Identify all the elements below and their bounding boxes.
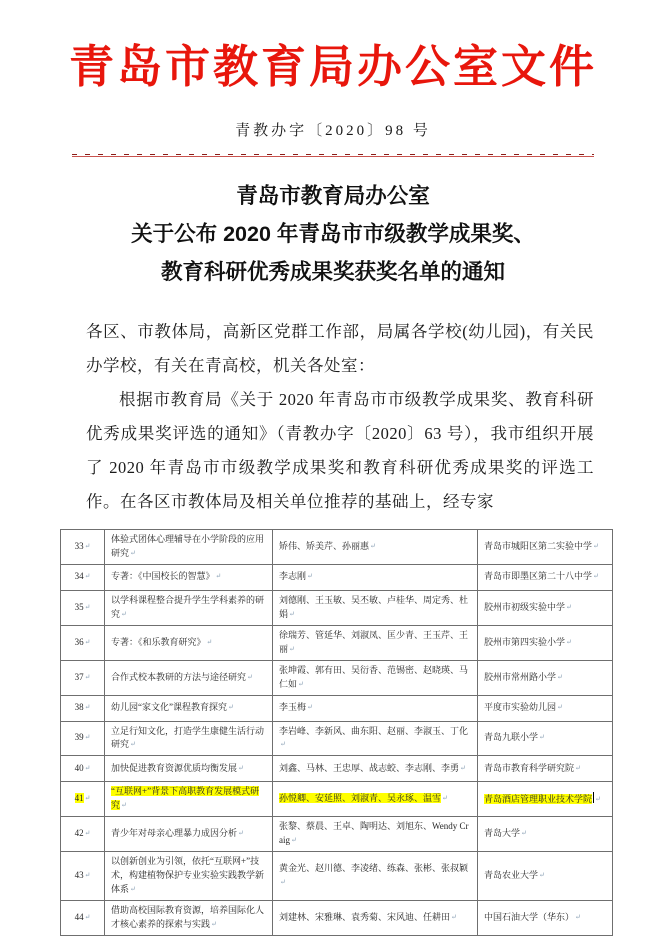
paragraph-mark-icon: ↵ (247, 672, 253, 681)
cell-text: 青岛酒店管理职业技术学院 (484, 793, 593, 804)
cell-text: 43 (74, 870, 84, 881)
cell-text: 胶州市常州路小学 (484, 671, 557, 682)
cell-text: 张坤霞、郭有田、吴衍香、范锡密、赵晓瑛、马仁如 (279, 664, 469, 689)
achievement-title-cell[interactable] (105, 782, 273, 817)
paragraph-mark-icon: ↵ (215, 572, 222, 581)
cell-text: 青少年对母亲心理暴力成因分析 (111, 828, 238, 839)
cell-text: 平度市实验幼儿园 (484, 702, 557, 713)
paragraph-mark-icon: ↵ (84, 871, 91, 880)
cell-text: 35 (74, 601, 84, 612)
achievement-title-cell[interactable] (105, 817, 273, 852)
intro-paragraph[interactable]: 根据市教育局《关于 2020 年青岛市市级教学成果奖、教育科研优秀成果奖评选的通知》（青教办字〔2020〕63 号），我市组织开展了 2020 年青岛市市级教学成果奖和教育科研优秀成果奖的评选工作。在各区市教体局及相关单位推荐的基础上，经专家 (86, 390, 594, 511)
cell-text: 以创新创业为引领，依托“互联网+”技术，构建植物保护专业实验实践教学新体系 (111, 856, 265, 894)
paragraph-mark-icon: ↵ (84, 912, 91, 921)
document-title (0, 177, 666, 291)
row-number-cell[interactable] (61, 590, 105, 625)
row-number-cell[interactable] (61, 530, 105, 565)
authors-cell[interactable] (273, 695, 478, 721)
cell-text: 矫伟、矫美芹、孙丽惠 (279, 540, 370, 551)
achievement-title-cell[interactable] (105, 625, 273, 660)
row-number-cell[interactable] (61, 625, 105, 660)
authors-cell[interactable] (273, 625, 478, 660)
paragraph-mark-icon: ↵ (370, 541, 376, 550)
cell-text: 33 (74, 540, 84, 551)
document-number[interactable]: 青教办字〔2020〕98 号 (235, 123, 431, 139)
cell-text: 36 (74, 636, 84, 647)
cell-text: 专著：《和乐教育研究》 (111, 636, 206, 647)
authors-cell[interactable] (273, 660, 478, 695)
red-separator-line (72, 154, 594, 157)
school-name-cell[interactable] (478, 721, 613, 756)
achievement-title-cell[interactable] (105, 564, 273, 590)
school-name-cell[interactable] (478, 590, 613, 625)
paragraph-mark-icon: ↵ (566, 637, 572, 646)
table-row (61, 590, 613, 625)
table-row (61, 782, 613, 817)
paragraph-mark-icon: ↵ (84, 733, 91, 742)
school-name-cell[interactable] (478, 900, 613, 935)
cell-text: 合作式校本教研的方法与途径研究 (111, 671, 247, 682)
cell-text: 胶州市初级实验中学 (484, 601, 566, 612)
cell-text: 青岛市城阳区第二实验中学 (484, 540, 593, 551)
paragraph-mark-icon: ↵ (575, 912, 581, 921)
cell-text: 黄金光、赵川德、李凌绪、练森、张彬、张叔颖 (279, 863, 469, 874)
document-page (0, 30, 666, 929)
table-row (61, 530, 613, 565)
paragraph-mark-icon: ↵ (521, 829, 527, 838)
cell-text: 加快促进教育资源优质均衡发展 (111, 762, 238, 773)
table-row (61, 852, 613, 901)
paragraph-mark-icon: ↵ (289, 644, 295, 653)
school-name-cell[interactable] (478, 660, 613, 695)
row-number-cell[interactable] (61, 756, 105, 782)
school-name-cell[interactable] (478, 782, 613, 817)
paragraph-mark-icon: ↵ (84, 602, 91, 611)
cell-text: 中国石油大学（华东） (484, 911, 575, 922)
table-row (61, 721, 613, 756)
paragraph-mark-icon: ↵ (289, 609, 295, 618)
paragraph-mark-icon: ↵ (557, 672, 563, 681)
document-title-line3[interactable]: 教育科研优秀成果奖获奖名单的通知 (160, 260, 505, 284)
paragraph-mark-icon: ↵ (130, 548, 136, 557)
paragraph-mark-icon: ↵ (84, 703, 91, 712)
school-name-cell[interactable] (478, 530, 613, 565)
cell-text: 幼儿园“家文化”课程教育探究 (111, 702, 227, 713)
table-row (61, 660, 613, 695)
row-number-cell[interactable] (61, 695, 105, 721)
authors-cell[interactable] (273, 590, 478, 625)
paragraph-mark-icon: ↵ (539, 871, 545, 880)
achievement-title-cell[interactable] (105, 721, 273, 756)
achievement-title-cell[interactable] (105, 900, 273, 935)
achievement-title-cell[interactable] (105, 852, 273, 901)
school-name-cell[interactable] (478, 625, 613, 660)
cell-text: 42 (74, 828, 84, 839)
cell-text: 青岛市即墨区第二十八中学 (484, 571, 593, 582)
cell-text: 青岛九联小学 (484, 732, 539, 743)
authors-cell[interactable] (273, 756, 478, 782)
cell-text: 胶州市第四实验小学 (484, 636, 566, 647)
school-name-cell[interactable] (478, 756, 613, 782)
cell-text: 刘建林、宋雅琳、袁秀菊、宋风迪、任耕田 (279, 911, 451, 922)
achievement-title-cell[interactable] (105, 756, 273, 782)
row-number-cell[interactable] (61, 852, 105, 901)
paragraph-mark-icon: ↵ (595, 794, 601, 803)
document-body (86, 315, 594, 519)
cell-text: 孙悦卿、安延照、刘淑青、吴永琢、温雪 (279, 793, 442, 804)
awards-table (60, 529, 613, 936)
paragraph-mark-icon: ↵ (206, 637, 213, 646)
achievement-title-cell[interactable] (105, 590, 273, 625)
paragraph-mark-icon: ↵ (121, 801, 127, 810)
cell-text: 34 (74, 571, 84, 582)
table-row (61, 625, 613, 660)
paragraph-mark-icon: ↵ (238, 829, 244, 838)
paragraph-mark-icon: ↵ (593, 541, 599, 550)
cell-text: 李玉梅 (279, 702, 307, 713)
cell-text: 刘德刚、王玉敏、吴丕敏、卢桂华、周定秀、杜娟 (279, 594, 469, 619)
achievement-title-cell[interactable] (105, 660, 273, 695)
paragraph-mark-icon: ↵ (84, 672, 91, 681)
cell-text: 专著：《中国校长的智慧》 (111, 571, 215, 582)
paragraph-mark-icon: ↵ (557, 703, 563, 712)
paragraph-mark-icon: ↵ (460, 763, 466, 772)
paragraph-mark-icon: ↵ (575, 763, 581, 772)
paragraph-mark-icon: ↵ (280, 740, 286, 749)
cell-text: 李志刚 (279, 571, 307, 582)
paragraph-mark-icon: ↵ (280, 878, 286, 887)
paragraph-mark-icon: ↵ (238, 763, 244, 772)
table-row (61, 564, 613, 590)
document-title-line2[interactable]: 关于公布 2020 年青岛市市级教学成果奖、 (131, 222, 535, 246)
cell-text: 以学科课程整合提升学生学科素养的研究 (111, 594, 265, 619)
authors-cell[interactable] (273, 721, 478, 756)
row-number-cell[interactable] (61, 817, 105, 852)
table-row (61, 756, 613, 782)
paragraph-mark-icon: ↵ (121, 609, 127, 618)
paragraph-mark-icon: ↵ (84, 637, 91, 646)
document-title-line1[interactable]: 青岛市教育局办公室 (236, 184, 430, 208)
school-name-cell[interactable] (478, 695, 613, 721)
cell-text: 李岩峰、李新风、曲东阳、赵丽、李淑玉、丁化 (279, 725, 469, 736)
row-number-cell[interactable] (61, 564, 105, 590)
cell-text: 青岛大学 (484, 828, 521, 839)
cell-text: 借助高校国际教育资源，培养国际化人才核心素养的探索与实践 (111, 904, 265, 929)
cell-text: 39 (74, 732, 84, 743)
table-row (61, 817, 613, 852)
paragraph-mark-icon: ↵ (130, 740, 136, 749)
paragraph-mark-icon: ↵ (130, 885, 136, 893)
paragraph-mark-icon: ↵ (228, 703, 234, 712)
paragraph-mark-icon: ↵ (307, 703, 313, 712)
paragraph-mark-icon: ↵ (442, 794, 448, 803)
cell-text: 38 (74, 702, 84, 713)
school-name-cell[interactable] (478, 852, 613, 901)
cell-text: 40 (74, 762, 84, 773)
row-number-cell[interactable] (61, 900, 105, 935)
cell-text: 徐瑞芳、管延华、刘淑凤、匡少青、王玉芹、王丽 (279, 629, 469, 654)
paragraph-mark-icon: ↵ (291, 836, 297, 845)
cell-text: 刘鑫、马林、王忠厚、战志蛟、李志刚、李勇 (279, 762, 460, 773)
document-header-title[interactable]: 青岛市教育局办公室文件 (68, 42, 597, 92)
row-number-cell[interactable] (61, 782, 105, 817)
paragraph-mark-icon: ↵ (84, 541, 91, 550)
paragraph-mark-icon: ↵ (84, 794, 91, 803)
paragraph-mark-icon: ↵ (84, 829, 91, 838)
authors-cell[interactable] (273, 852, 478, 901)
authors-cell[interactable] (273, 900, 478, 935)
row-number-cell[interactable] (61, 660, 105, 695)
achievement-title-cell[interactable] (105, 695, 273, 721)
paragraph-mark-icon: ↵ (307, 572, 313, 581)
cell-text: 41 (74, 793, 84, 804)
text-cursor (593, 792, 594, 803)
cell-text: 体验式团体心理辅导在小学阶段的应用研究 (111, 534, 265, 558)
row-number-cell[interactable] (61, 721, 105, 756)
cell-text: 44 (74, 911, 84, 922)
cell-text: 张黎、蔡晨、王卓、陶明达、刘旭东、Wendy Craig (279, 821, 469, 846)
paragraph-mark-icon: ↵ (593, 572, 599, 581)
paragraph-mark-icon: ↵ (211, 919, 217, 928)
cell-text: 青岛市教育科学研究院 (484, 762, 575, 773)
recipients-paragraph[interactable]: 各区、市教体局，高新区党群工作部，局属各学校(幼儿园)，有关民办学校，有关在青高校，机关各处室： (86, 322, 594, 375)
school-name-cell[interactable] (478, 817, 613, 852)
paragraph-mark-icon: ↵ (84, 572, 91, 581)
achievement-title-cell[interactable] (105, 530, 273, 565)
paragraph-mark-icon: ↵ (84, 763, 91, 772)
cell-text: 37 (74, 671, 84, 682)
paragraph-mark-icon: ↵ (298, 679, 304, 688)
authors-cell[interactable] (273, 530, 478, 565)
table-row (61, 900, 613, 935)
table-row (61, 695, 613, 721)
paragraph-mark-icon: ↵ (539, 733, 545, 742)
awards-table-body (61, 530, 613, 936)
cell-text: “互联网+”背景下高职教育发展模式研究 (111, 786, 260, 811)
authors-cell[interactable] (273, 782, 478, 817)
paragraph-mark-icon: ↵ (451, 912, 457, 921)
cell-text: 青岛农业大学 (484, 870, 539, 881)
cell-text: 立足行知文化，打造学生康健生活行动研究 (111, 725, 265, 750)
paragraph-mark-icon: ↵ (566, 602, 572, 611)
school-name-cell[interactable] (478, 564, 613, 590)
authors-cell[interactable] (273, 564, 478, 590)
authors-cell[interactable] (273, 817, 478, 852)
